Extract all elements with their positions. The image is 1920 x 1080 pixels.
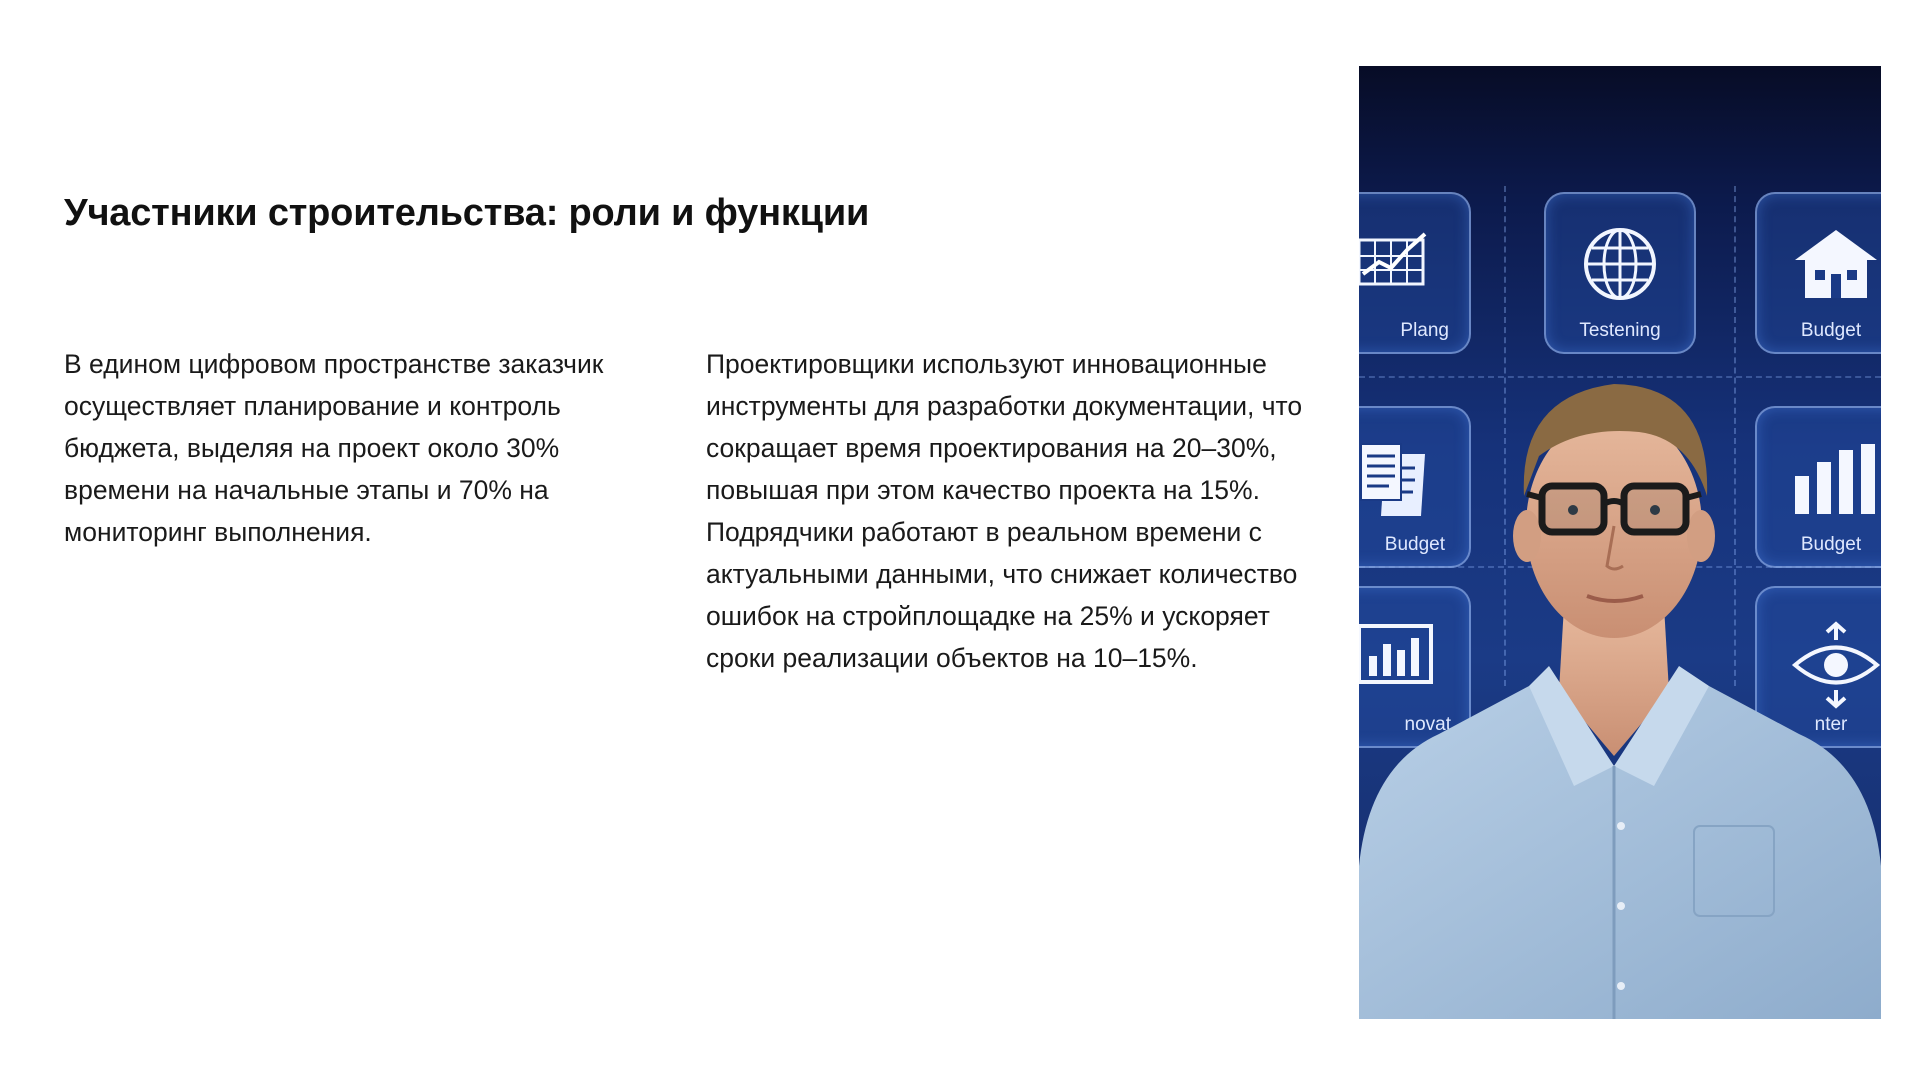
- tile-label: Testening: [1579, 320, 1661, 341]
- tile-label: nter: [1814, 714, 1848, 735]
- presenter-photo: [1359, 66, 1881, 1019]
- left-paragraph: В едином цифровом пространстве заказчик осуществляет планирование и контроль бюджета, выделяя на проект около 30% времени на начальные этапы и 70% на мониторинг выполнения.: [64, 349, 604, 547]
- slide-title: Участники строительства: роли и функции: [64, 192, 870, 234]
- right-paragraph: Проектировщики используют инновационные инструменты для разработки документации, что сокращает время проектирования на 20–30%, повышая при этом качество проекта на 15%. Подрядчики работают в реальном времени с актуальными данными, что снижает количество ошибок на стройплощадке на 25% и ускоряет сроки реализации объектов на 10–15%.: [706, 349, 1303, 673]
- person-figure: [1359, 66, 1881, 1019]
- tile-label: Budget: [1800, 320, 1862, 341]
- tile-label: Budget: [1800, 534, 1862, 555]
- tile-label: novat: [1404, 714, 1451, 735]
- tile-label: Plang: [1400, 320, 1449, 341]
- tile-label: Budget: [1384, 534, 1445, 555]
